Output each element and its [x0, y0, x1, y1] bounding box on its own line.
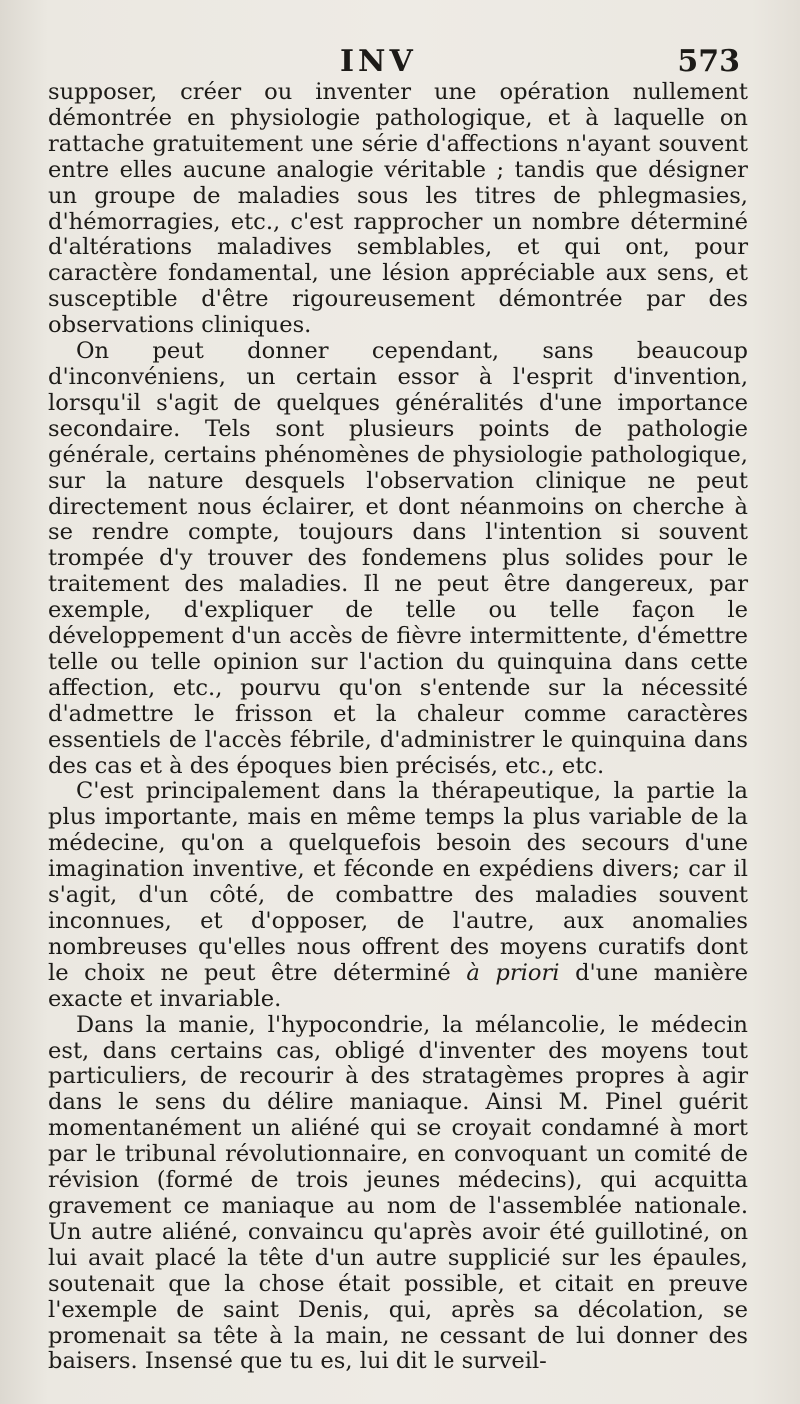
page-number: 573 [677, 44, 740, 79]
paragraph: supposer, créer ou inventer une opération nullement démontrée en physiologie pathologique, et à laquelle on rattache gratuitement une série d'affections n'ayant souvent entre elles aucune analogie véritable ; tandis que désigner un groupe de maladies sous les titres de phlegmasies, d'hémorragies, etc., c'est rapprocher un nombre déterminé d'altérations maladives semblables, et qui ont, pour caractère fondamental, une lésion appréciable aux sens, et susceptible d'être rigoureusement démontrée par des observations cliniques. [48, 79, 748, 339]
paragraph [48, 779, 748, 1012]
paragraph-text: C'est principalement dans la thérapeutique, la partie la plus importante, mais en même temps la plus variable de la médecine, qu'on a quelquefois besoin des secours d'une imagination inventive, et féconde en expédiens divers; car il s'agit, d'un côté, de combattre des maladies souvent inconnues, et d'opposer, de l'autre, aux anomalies nombreuses qu'elles nous offrent des moyens curatifs dont le choix ne peut être déterminé [48, 778, 748, 986]
italic-phrase: à priori [466, 959, 560, 986]
paragraph-tail: d'une manière exacte et invariable. [48, 959, 749, 1012]
running-head: INV [340, 44, 417, 79]
paragraph: On peut donner cependant, sans beaucoup d'inconvéniens, un certain essor à l'esprit d'invention, lorsqu'il s'agit de quelques généralités d'une importance secondaire. Tels sont plusieurs points de pathologie générale, certains phénomènes de physiologie pathologique, sur la nature desquels l'observation clinique ne peut directement nous éclairer, et dont néanmoins on cherche à se rendre compte, toujours dans l'intention si souvent trompée d'y trouver des fondemens plus solides pour le traitement des maladies. Il ne peut être dangereux, par exemple, d'expliquer de telle ou telle façon le développement d'un accès de fièvre intermittente, d'émettre telle ou telle opinion sur l'action du quinquina dans cette affection, etc., pourvu qu'on s'entende sur la nécessité d'admettre le frisson et la chaleur comme caractères essentiels de l'accès fébrile, d'administrer le quinquina dans des cas et à des époques bien précisés, etc., etc. [48, 338, 748, 779]
page-header [0, 40, 800, 80]
body-text [48, 80, 748, 1375]
paragraph: Dans la manie, l'hypocondrie, la mélancolie, le médecin est, dans certains cas, obligé d'inventer des moyens tout particuliers, de recourir à des stratagèmes propres à agir dans le sens du délire maniaque. Ainsi M. Pinel guérit momentanément un aliéné qui se croyait condamné à mort par le tribunal révolutionnaire, en convoquant un comité de révision (formé de trois jeunes médecins), qui acquitta gravement ce maniaque au nom de l'assemblée nationale. Un autre aliéné, convaincu qu'après avoir été guillotiné, on lui avait placé la tête d'un autre supplicié sur les épaules, soutenait que la chose était possible, et citait en preuve l'exemple de saint Denis, qui, après sa décolation, se promenait sa tête à la main, ne cessant de lui donner des baisers. Insensé que tu es, lui dit le surveil- [48, 1011, 748, 1375]
